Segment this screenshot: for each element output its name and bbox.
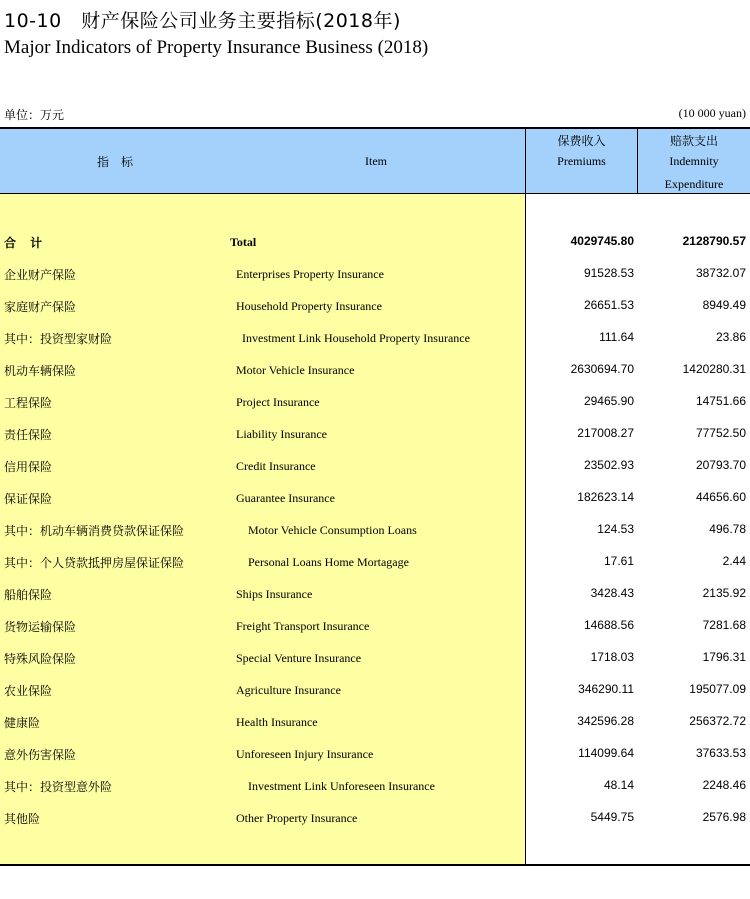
header-indicator-cn: 指 标 [96,155,133,169]
table-row [0,778,750,810]
row-premiums: 342596.28 [577,714,634,728]
row-label-cn: 其他险 [4,812,41,826]
unit-label-cn: 单位：万元 [4,108,65,122]
row-label-en: Investment Link Unforeseen Insurance [248,779,435,793]
row-indemnity: 7281.68 [702,618,746,632]
row-label-en: Personal Loans Home Mortagage [248,555,409,569]
header-premiums-cn: 保费收入 [557,134,606,148]
row-label-en: Agriculture Insurance [236,683,341,697]
row-label-cn: 机动车辆保险 [4,364,77,378]
row-label-en: Project Insurance [236,395,320,409]
indicators-table [0,127,750,868]
row-premiums: 124.53 [597,522,634,536]
row-indemnity: 2.44 [722,554,746,568]
row-indemnity: 195077.09 [689,682,746,696]
row-premiums: 48.14 [603,778,634,792]
table-row [0,810,750,842]
row-indemnity: 496.78 [709,522,746,536]
table-row [0,746,750,778]
bottom-rule [0,864,750,866]
row-label-cn: 意外伤害保险 [4,748,77,762]
row-indemnity: 77752.50 [695,426,746,440]
table-row [0,298,750,330]
row-premiums: 23502.93 [583,458,634,472]
row-indemnity: 2576.98 [702,810,746,824]
table-row [0,362,750,394]
row-indemnity: 2135.92 [702,586,746,600]
row-premiums: 5449.75 [590,810,634,824]
row-indemnity: 1420280.31 [682,362,746,376]
row-premiums: 114099.64 [578,746,634,760]
row-label-cn: 其中：个人贷款抵押房屋保证保险 [4,556,185,570]
row-label-en: Special Venture Insurance [236,651,362,665]
row-label-cn: 工程保险 [4,396,53,410]
row-indemnity: 37633.53 [695,746,746,760]
table-row [0,458,750,490]
table-row [0,426,750,458]
header-indemnity-en-2: Expenditure [664,177,724,191]
row-label-en: Credit Insurance [236,459,316,473]
row-indemnity: 8949.49 [702,298,746,312]
row-label-cn: 农业保险 [4,684,53,698]
row-premiums: 26651.53 [583,298,634,312]
row-label-cn: 货物运输保险 [4,620,77,634]
header-item-en: Item [365,154,387,168]
row-indemnity: 44656.60 [695,490,746,504]
row-label-cn: 其中：机动车辆消费贷款保证保险 [4,524,185,538]
row-label-en: Investment Link Household Property Insurance [242,331,470,345]
header-premiums-en: Premiums [557,154,606,168]
row-premiums: 182623.14 [577,490,634,504]
row-indemnity: 20793.70 [695,458,746,472]
row-premiums: 1718.03 [590,650,634,664]
table-row [0,714,750,746]
row-label-en: Other Property Insurance [236,811,358,825]
row-indemnity: 38732.07 [695,266,746,280]
row-indemnity: 23.86 [715,330,746,344]
table-row [0,586,750,618]
table-row [0,554,750,586]
row-label-en: Enterprises Property Insurance [236,267,384,281]
row-label-cn: 其中：投资型意外险 [4,780,113,794]
row-indemnity: 14751.66 [695,394,746,408]
row-premiums: 4029745.80 [570,234,634,248]
row-label-en: Total [230,235,257,249]
row-premiums: 2630694.70 [570,362,634,376]
row-premiums: 3428.43 [590,586,634,600]
row-premiums: 29465.90 [583,394,634,408]
row-label-en: Freight Transport Insurance [236,619,370,633]
table-row [0,522,750,554]
row-premiums: 346290.11 [578,682,634,696]
unit-label-en: (10 000 yuan) [678,106,746,120]
row-premiums: 217008.27 [577,426,634,440]
row-label-cn: 家庭财产保险 [4,300,77,314]
page-title-cn: 10-10 财产保险公司业务主要指标(2018年) [4,10,401,32]
row-label-cn: 信用保险 [4,460,53,474]
row-label-en: Motor Vehicle Consumption Loans [248,523,417,537]
row-indemnity: 2248.46 [702,778,746,792]
row-label-en: Unforeseen Injury Insurance [236,747,374,761]
row-label-en: Liability Insurance [236,427,327,441]
row-label-cn: 健康险 [4,716,41,730]
table-row [0,266,750,298]
row-indemnity: 2128790.57 [682,234,746,248]
row-premiums: 91528.53 [583,266,634,280]
row-indemnity: 256372.72 [689,714,746,728]
row-label-cn: 其中：投资型家财险 [4,332,113,346]
table-row-total [0,234,750,266]
table-row [0,650,750,682]
row-label-en: Guarantee Insurance [236,491,335,505]
header-indemnity-en-1: Indemnity [669,154,719,168]
row-label-en: Motor Vehicle Insurance [236,363,355,377]
row-label-cn: 责任保险 [4,428,53,442]
header-indemnity-cn: 赔款支出 [669,134,718,148]
row-label-en: Ships Insurance [236,587,313,601]
row-label-cn: 船舶保险 [4,588,53,602]
row-label-cn: 合 计 [4,236,48,250]
table-row [0,490,750,522]
row-premiums: 111.64 [599,330,634,344]
row-label-cn: 保证保险 [4,492,53,506]
row-premiums: 14688.56 [583,618,634,632]
row-label-cn: 特殊风险保险 [4,652,77,666]
table-row [0,394,750,426]
row-indemnity: 1796.31 [702,650,746,664]
row-premiums: 17.61 [603,554,634,568]
table-row [0,330,750,362]
page-title-en: Major Indicators of Property Insurance Business (2018) [4,37,429,58]
row-label-cn: 企业财产保险 [4,268,77,282]
table-row [0,618,750,650]
table-row [0,682,750,714]
row-label-en: Household Property Insurance [236,299,382,313]
row-label-en: Health Insurance [236,715,318,729]
